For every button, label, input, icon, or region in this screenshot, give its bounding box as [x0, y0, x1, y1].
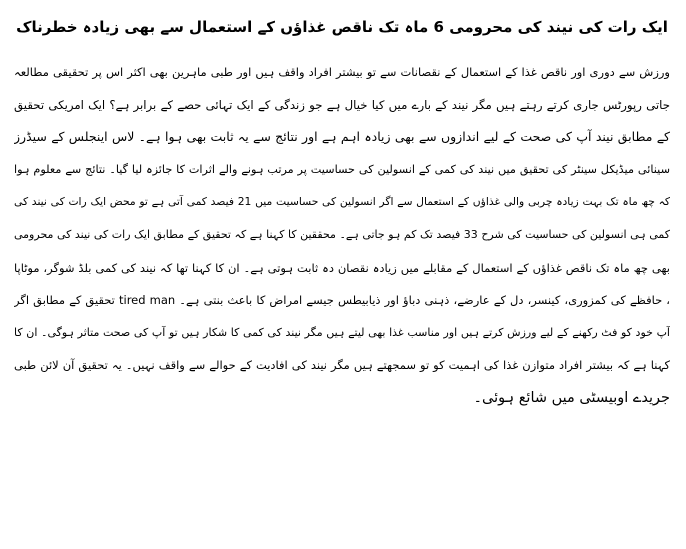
article-line: سینائی میڈیکل سینٹر کی تحقیق میں نیند کی کمی کے انسولین کی حساسیت پر مرتب ہونے والے اثرات کا جائزہ لیا گیا۔ نتائج سے معلوم ہوا [14, 162, 670, 176]
article-body [14, 56, 670, 415]
article-line: کمی ہی انسولین کی حساسیت کی شرح 33 فیصد تک کم ہو جاتی ہے۔ محققین کا کہنا ہے کہ تحقیق کے مطابق ایک رات کی نیند کی محرومی [14, 227, 670, 241]
article [14, 12, 670, 415]
article-line: بھی چھ ماہ تک ناقص غذاؤں کے استعمال کے مقابلے میں زیادہ نقصان دہ ثابت ہوتی ہے۔ ان کا کہنا تھا کہ نیند کی کمی بلڈ شوگر، موٹاپا [14, 260, 670, 275]
article-line: جاتی رپورٹس جاری کرتے رہتے ہیں مگر نیند کے بارے میں کیا خیال ہے جو زندگی کے ایک تہائی حصے کے برابر ہے؟ ایک امریکی تحقیق [14, 97, 670, 112]
article-line: کہنا ہے کہ بیشتر افراد متوازن غذا کی اہمیت کو تو سمجھتے ہیں مگر نیند کی افادیت کے حوالے سے واقف نہیں۔ یہ تحقیق آن لائن طبی [14, 358, 670, 373]
article-line: کے مطابق نیند آپ کی صحت کے لیے اندازوں سے بھی زیادہ اہم ہے اور نتائج سے یہ ثابت بھی ہوا ہے۔ لاس اینجلس کے سیڈرز [14, 129, 670, 145]
article-line: کہ چھ ماہ تک بہت زیادہ چربی والی غذاؤں کے استعمال سے اگر انسولین کی حساسیت میں 21 فیصد کمی آتی ہے تو محض ایک رات کی نیند کی [14, 195, 670, 209]
article-headline: ایک رات کی نیند کی محرومی 6 ماہ تک ناقص غذاؤں کے استعمال سے بھی زیادہ خطرناک [16, 18, 668, 36]
article-line: ورزش سے دوری اور ناقص غذا کے استعمال کے نقصانات سے تو بیشتر افراد واقف ہیں اور طبی ماہرین بھی اکثر اس پر تحقیقی مطالعہ [14, 65, 670, 79]
article-line: ، حافظے کی کمزوری، کینسر، دل کے عارضے، ذہنی دباؤ اور ذیابیطس جیسے امراض کا باعث بنتی ہے۔ tired man تحقیق کے مطابق اگر [14, 293, 670, 308]
article-line: آپ خود کو فٹ رکھنے کے لیے ورزش کرتے ہیں اور مناسب غذا بھی لیتے ہیں مگر نیند کی کمی کا شکار ہیں تو آپ کی صحت متاثر ہوگی۔ ان کا [14, 325, 670, 339]
article-line: جریدے اوبیسٹی میں شائع ہوئی۔ [473, 389, 670, 406]
